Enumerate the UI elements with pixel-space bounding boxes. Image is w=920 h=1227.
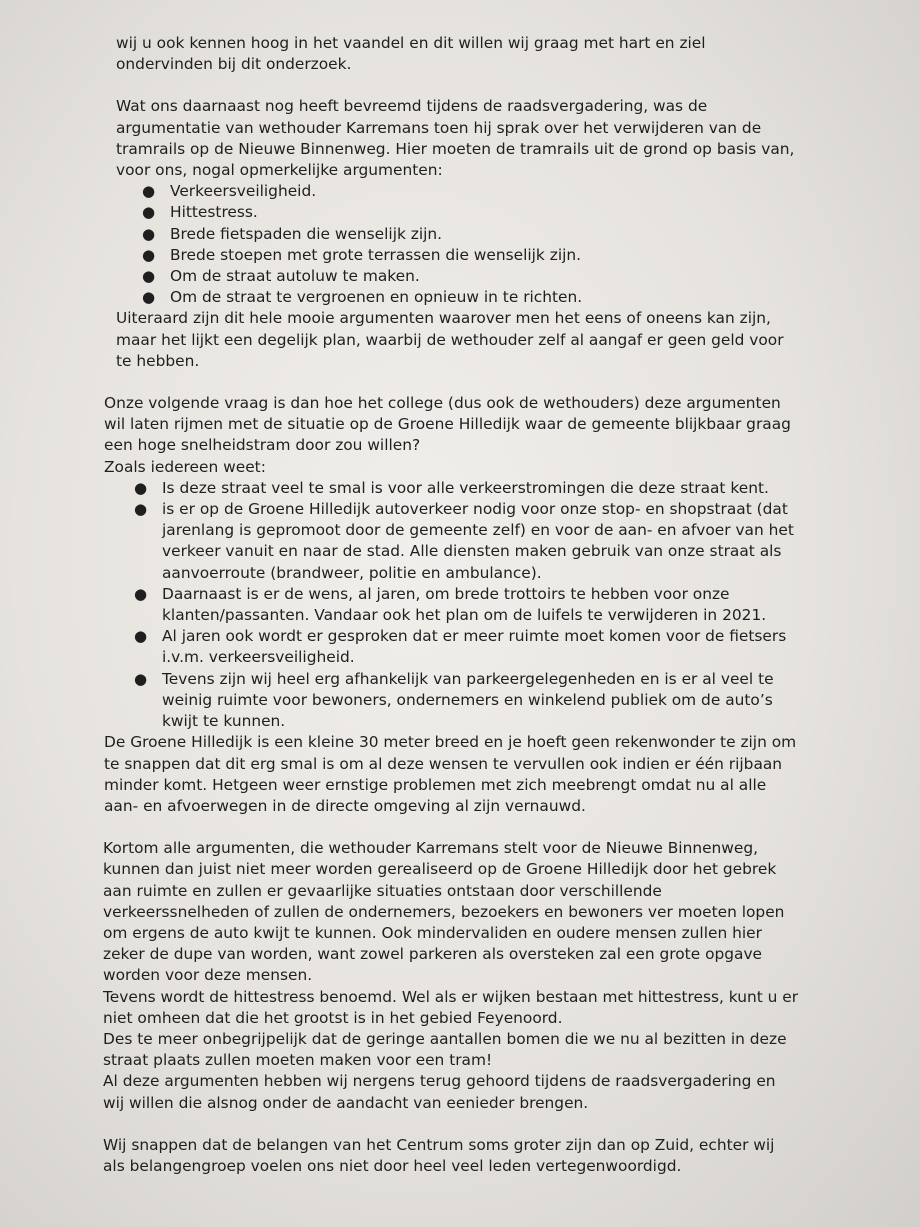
paragraph-heatstress: Tevens wordt de hittestress benoemd. Wel als er wijken bestaan met hittestress, kunt u er niet omheen dat die het grootst is in het gebied Feyenoord. bbox=[103, 987, 799, 1027]
list-item: ● Verkeersveiligheid. bbox=[100, 181, 800, 202]
argument-list bbox=[100, 181, 800, 308]
list-item: ● Brede fietspaden die wenselijk zijn. bbox=[100, 224, 800, 245]
paragraph-attention: Al deze argumenten hebben wij nergens terug gehoord tijdens de raadsvergadering en wij willen die alsnog onder de aandacht van eenieder brengen. bbox=[103, 1072, 776, 1112]
bullet-icon: ● bbox=[142, 203, 156, 222]
list-item: ● Om de straat autoluw te maken. bbox=[100, 266, 800, 287]
paragraph-intro: wij u ook kennen hoog in het vaandel en dit willen wij graag met hart en ziel ondervinden bij dit onderzoek. bbox=[116, 34, 706, 74]
letter-body bbox=[100, 33, 800, 1177]
list-item: ● is er op de Groene Hilledijk autoverkeer nodig voor onze stop- en shopstraat (dat jarenlang is gepromoot door de gemeente zelf) en voor de aan- en afvoer van het verkeer vanuit en naar de stad. Alle diensten maken gebruik van onze straat als aanvoerroute (brandweer, politie en ambulance). bbox=[134, 500, 794, 582]
situation-list bbox=[100, 478, 800, 732]
bullet-icon: ● bbox=[142, 267, 156, 286]
bullet-icon: ● bbox=[142, 288, 156, 307]
list-item: ● Hittestress. bbox=[100, 202, 800, 223]
paragraph-plan: Uiteraard zijn dit hele mooie argumenten waarover men het eens of oneens kan zijn, maar het lijkt een degelijk plan, waarbij de wethouder zelf al aangaf er geen geld voor te hebben. bbox=[116, 309, 784, 370]
paragraph-conclusion: Kortom alle argumenten, die wethouder Karremans stelt voor de Nieuwe Binnenweg, kunnen dan juist niet meer worden gerealiseerd op de Groene Hilledijk door het gebrek aan ruimte en zullen er gevaarlijke situaties ontstaan door verschillende verkeerssnelheden of zullen de ondernemers, bezoekers en bewoners ver moeten lopen om ergens de auto kwijt te kunnen. Ook mindervaliden en oudere mensen zullen hier zeker de dupe van worden, want zowel parkeren als oversteken zal een grote opgave worden voor deze mensen. bbox=[103, 839, 785, 985]
list-item: ● Om de straat te vergroenen en opnieuw in te richten. bbox=[100, 287, 800, 308]
bullet-icon: ● bbox=[134, 669, 148, 688]
list-item: ● Brede stoepen met grote terrassen die wenselijk zijn. bbox=[100, 245, 800, 266]
bullet-icon: ● bbox=[134, 627, 148, 646]
paragraph-trees: Des te meer onbegrijpelijk dat de geringe aantallen bomen die we nu al bezitten in deze straat plaats zullen moeten maken voor een tram! bbox=[103, 1029, 787, 1070]
bullet-icon: ● bbox=[142, 245, 156, 264]
bullet-icon: ● bbox=[134, 584, 148, 603]
paragraph-question: Onze volgende vraag is dan hoe het college (dus ook de wethouders) deze argumenten wil laten rijmen met de situatie op de Groene Hilledijk waar de gemeente blijkbaar graag een hoge snelheidstram door zou willen? bbox=[104, 394, 791, 455]
list-item: ● Daarnaast is er de wens, al jaren, om brede trottoirs te hebben voor onze klanten/passanten. Vandaar ook het plan om de luifels te verwijderen in 2021. bbox=[134, 584, 767, 625]
bullet-icon: ● bbox=[134, 478, 148, 497]
paragraph-argumentation: Wat ons daarnaast nog heeft bevreemd tijdens de raadsvergadering, was de argumentatie van wethouder Karremans toen hij sprak over het verwijderen van de tramrails op de Nieuwe Binnenweg. Hier moeten de tramrails uit de grond op basis van, voor ons, nogal opmerkelijke argumenten: bbox=[116, 97, 795, 180]
paragraph-width: De Groene Hilledijk is een kleine 30 meter breed en je hoeft geen rekenwonder te zijn om te snappen dat dit erg smal is om al deze wensen te vervullen ook indien er één rijbaan minder komt. Hetgeen weer ernstige problemen met zich meebrengt omdat nu al alle aan- en afvoerwegen in de directe omgeving al zijn vernauwd. bbox=[104, 733, 797, 815]
paragraph-known: Zoals iedereen weet: bbox=[104, 457, 266, 476]
bullet-icon: ● bbox=[142, 224, 156, 243]
paragraph-closing: Wij snappen dat de belangen van het Centrum soms groter zijn dan op Zuid, echter wij als belangengroep voelen ons niet door heel veel leden vertegenwoordigd. bbox=[103, 1135, 775, 1175]
bullet-icon: ● bbox=[142, 182, 156, 201]
bullet-icon: ● bbox=[134, 500, 148, 519]
list-item: ● Al jaren ook wordt er gesproken dat er meer ruimte moet komen voor de fietsers i.v.m. verkeersveiligheid. bbox=[134, 627, 787, 667]
list-item: ● Is deze straat veel te smal is voor alle verkeerstromingen die deze straat kent. bbox=[100, 478, 800, 499]
list-item: ● Tevens zijn wij heel erg afhankelijk van parkeergelegenheden en is er al veel te weinig ruimte voor bewoners, ondernemers en winkelend publiek om de auto’s kwijt te kunnen. bbox=[134, 669, 774, 731]
